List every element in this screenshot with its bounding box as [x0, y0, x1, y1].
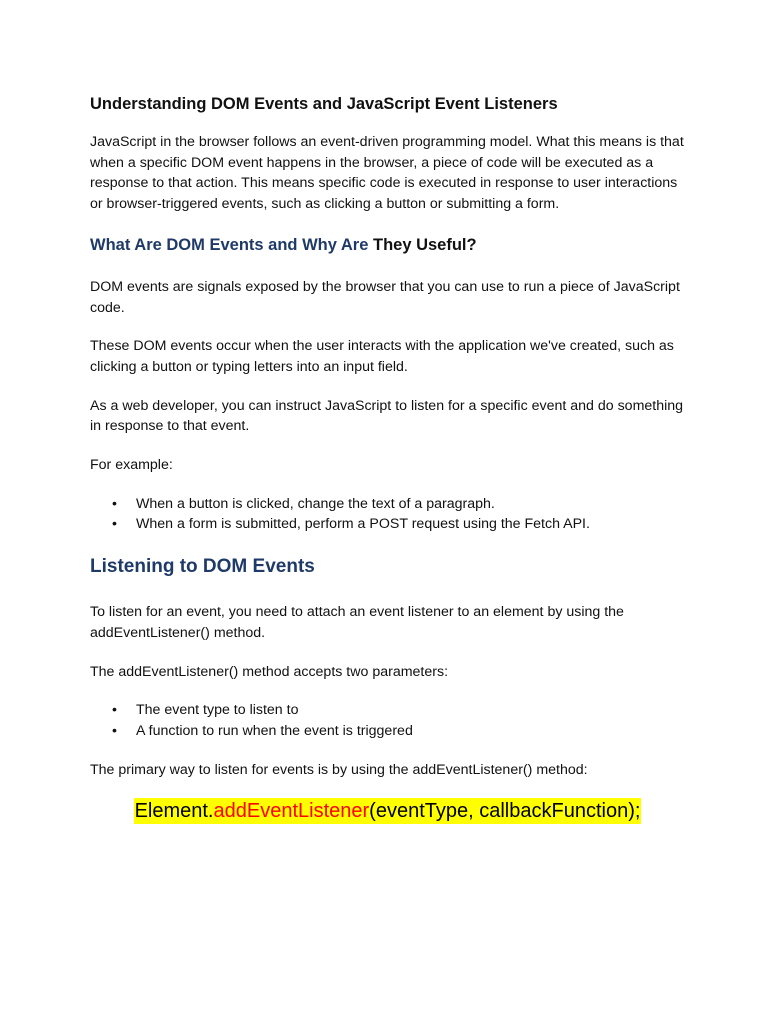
section-heading-black-part: They Useful? — [373, 235, 477, 254]
code-prefix: Element. — [134, 800, 214, 823]
paragraph-dom-events-occur: These DOM events occur when the user interacts with the application we've created, such as clicking a button or typing letters into an input field. — [90, 338, 674, 375]
paragraph-attach-listener: To listen for an event, you need to attach an event listener to an element by using the addEventListener() method. — [90, 604, 624, 641]
paragraph-primary-way: The primary way to listen for events is by using the addEventListener() method: — [90, 761, 588, 778]
section-heading-dom-events — [90, 233, 685, 257]
section-heading-blue-part: What Are DOM Events and Why Are — [90, 235, 369, 254]
list-item — [90, 721, 685, 742]
code-suffix: (eventType, callbackFunction); — [369, 800, 641, 823]
code-method-name: addEventListener — [213, 800, 370, 823]
section-heading-listening: Listening to DOM Events — [90, 556, 315, 578]
paragraph-web-developer: As a web developer, you can instruct JavaScript to listen for a specific event and do something in response to that event. — [90, 397, 684, 435]
document-page — [90, 92, 685, 824]
bullet-icon: • — [112, 722, 117, 739]
list-item-text: When a button is clicked, change the text of a paragraph. — [136, 495, 495, 512]
list-item — [90, 494, 685, 515]
list-item — [90, 700, 685, 721]
intro-paragraph: JavaScript in the browser follows an event-driven programming model. What this means is that when a specific DOM event happens in the browser, a piece of code will be executed as a response to that action. This means specific code is executed in response to user interactions or browser-triggered events, such as clicking a button or submitting a form. — [90, 134, 684, 213]
list-item-text: When a form is submitted, perform a POST request using the Fetch API. — [136, 516, 590, 533]
bullet-icon: • — [112, 495, 117, 512]
example-list — [90, 494, 685, 535]
code-example — [90, 798, 685, 824]
list-item — [90, 514, 685, 535]
list-item-text: The event type to listen to — [136, 702, 299, 719]
document-title: Understanding DOM Events and JavaScript Event Listeners — [90, 95, 558, 113]
paragraph-two-parameters: The addEventListener() method accepts two parameters: — [90, 663, 449, 680]
parameters-list — [90, 700, 685, 741]
bullet-icon: • — [112, 702, 117, 719]
paragraph-dom-events-signals: DOM events are signals exposed by the browser that you can use to run a piece of JavaScript code. — [90, 278, 680, 316]
code-line-highlighted — [134, 798, 642, 824]
bullet-icon: • — [112, 516, 117, 533]
list-item-text: A function to run when the event is triggered — [136, 722, 413, 739]
paragraph-for-example: For example: — [90, 457, 173, 474]
